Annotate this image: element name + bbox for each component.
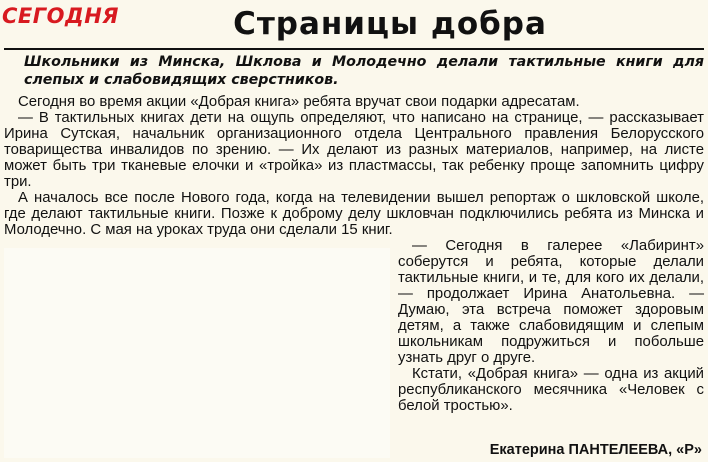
body-paragraph-3: А началось все после Нового года, когда на телевидении вышел репортаж о шкловской школе, где делают тактильные книги. Позже к доброму делу шкловчан подключились ребята из Минска и Молодечно. С мая на уроках труда они сделали 15 книг. xyxy=(4,190,704,238)
author-signature: Екатерина ПАНТЕЛЕЕВА, «Р» xyxy=(489,442,702,458)
body-paragraph-1: Сегодня во время акции «Добрая книга» ребята вручат свои подарки адресатам. xyxy=(18,94,580,110)
column-paragraph-1: — Сегодня в галерее «Лабиринт» соберутся и ребята, которые делали тактильные книги, и те, для кого их делали, — продолжает Ирина Анатольевна. — Думаю, эта встреча поможет здоровым детям, а также слабовидящим и слепым школьникам подружиться и побольше узнать друг о друге. xyxy=(398,238,704,366)
article-body xyxy=(4,94,704,238)
headline-divider xyxy=(4,48,704,50)
article-headline: Страницы добра xyxy=(233,6,547,42)
lead-text: Школьники из Минска, Шклова и Молодечно делали тактильные книги для слепых и слабовидящих сверстников. xyxy=(24,54,704,88)
article-column xyxy=(398,238,704,414)
article-lead xyxy=(24,53,704,89)
body-paragraph-2: — В тактильных книгах дети на ощупь определяют, что написано на странице, — рассказывает Ирина Сутская, начальник организационного отдела Центрального правления Белорусского товарищества инвалидов по зрению. — Их делают из разных материалов, например, на листе может быть три тканевые елочки и «тройка» из пластмассы, так ребенку проще запомнить цифру три. xyxy=(4,110,704,190)
photo-placeholder xyxy=(4,248,390,458)
column-paragraph-2: Кстати, «Добрая книга» — одна из акций республиканского месячника «Человек с белой тростью». xyxy=(398,366,704,414)
rubric-label: СЕГОДНЯ xyxy=(2,4,119,28)
